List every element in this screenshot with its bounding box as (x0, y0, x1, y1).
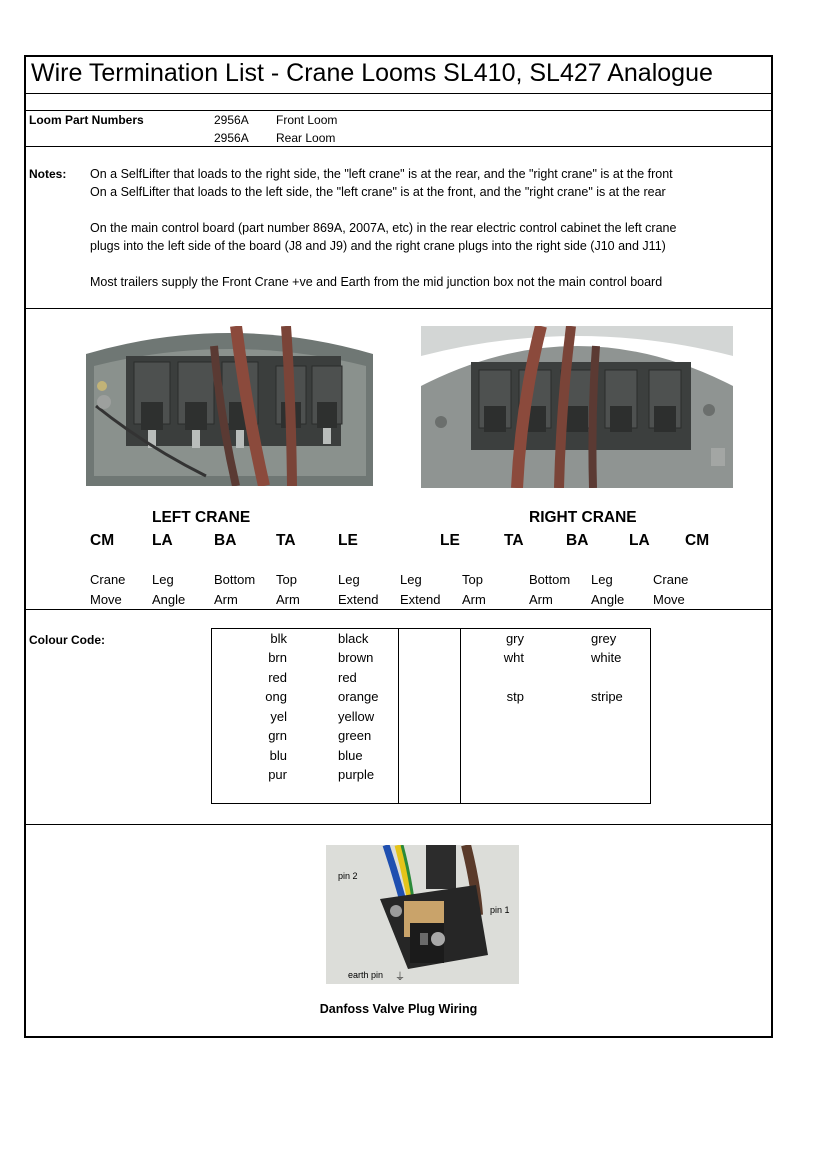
divider (26, 146, 771, 147)
colour-abbr: brn (268, 650, 287, 665)
table-divider (398, 629, 399, 803)
colour-name: green (338, 728, 372, 743)
earth-pin-label: earth pin (348, 970, 384, 980)
table-divider (460, 629, 461, 803)
crane-description: Top Arm (276, 572, 300, 607)
crane-description: Leg Angle (591, 572, 625, 607)
note-line: plugs into the left side of the board (J8 and J9) and the right crane plugs into the right side (J10 and J11) (90, 239, 666, 253)
colour-name: yellow (338, 709, 375, 724)
colour-name: brown (338, 650, 374, 665)
colour-name: red (338, 670, 357, 685)
crane-code: LE (338, 532, 358, 549)
crane-code: CM (685, 532, 710, 549)
crane-code: TA (276, 532, 296, 549)
note-line: On a SelfLifter that loads to the left side, the "left crane" is at the front, and the "right crane" is at the rear (90, 185, 666, 199)
colour-name: purple (338, 767, 375, 782)
colour-name: stripe (591, 689, 623, 704)
left-crane-photo (86, 326, 373, 486)
crane-description: Top Arm (462, 572, 486, 607)
colour-abbr: pur (268, 767, 287, 782)
note-line: Most trailers supply the Front Crane +ve and Earth from the mid junction box not the main control board (90, 275, 663, 289)
crane-code: LA (152, 532, 173, 549)
colour-name: black (338, 631, 369, 646)
colour-abbr: wht (503, 650, 524, 665)
note-line: On the main control board (part number 869A, 2007A, etc) in the rear electric control cabinet the left crane (90, 221, 677, 235)
crane-description: Leg Extend (400, 572, 441, 607)
crane-description: Bottom Arm (214, 572, 256, 607)
document-sheet (24, 55, 773, 1038)
crane-code: LE (440, 532, 460, 549)
divider (26, 93, 771, 94)
divider (26, 308, 771, 309)
colour-name: blue (338, 748, 363, 763)
right-crane-photo (421, 326, 733, 488)
colour-name: orange (338, 689, 379, 704)
colour-abbr: blu (269, 748, 287, 763)
crane-description: Bottom Arm (529, 572, 571, 607)
loom-name: Front Loom (276, 113, 338, 127)
colour-abbr: yel (270, 709, 287, 724)
crane-code: BA (566, 532, 589, 549)
divider (26, 110, 771, 111)
crane-code: TA (504, 532, 524, 549)
notes-label: Notes: (29, 167, 67, 181)
right-crane-heading: RIGHT CRANE (529, 509, 637, 526)
colour-abbr: blk (270, 631, 287, 646)
divider (26, 824, 771, 825)
loom-name: Rear Loom (276, 131, 336, 145)
note-line: On a SelfLifter that loads to the right side, the "left crane" is at the rear, and the "right crane" is at the front (90, 167, 673, 181)
loom-part-number: 2956A (214, 113, 249, 127)
colour-name: grey (591, 631, 617, 646)
loom-label: Loom Part Numbers (29, 113, 144, 127)
earth-icon: ⏚ (395, 972, 405, 983)
crane-description: Leg Extend (338, 572, 379, 607)
crane-code: BA (214, 532, 237, 549)
colour-abbr: stp (506, 689, 524, 704)
colour-code-label: Colour Code: (29, 633, 105, 647)
valve-plug-photo (326, 845, 519, 984)
crane-description: Leg Angle (152, 572, 186, 607)
photo-caption: Danfoss Valve Plug Wiring (319, 1002, 478, 1016)
left-crane-heading: LEFT CRANE (152, 509, 251, 526)
pin-1-label: pin 1 (490, 905, 510, 915)
colour-abbr: red (268, 670, 287, 685)
colour-abbr: grn (268, 728, 287, 743)
page-title: Wire Termination List - Crane Looms SL410, SL427 Analogue (31, 59, 713, 87)
crane-code: CM (90, 532, 115, 549)
crane-code: LA (629, 532, 650, 549)
crane-description: Crane Move (90, 572, 126, 607)
colour-name: white (591, 650, 622, 665)
colour-abbr: ong (265, 689, 287, 704)
crane-description: Crane Move (653, 572, 689, 607)
colour-abbr: gry (505, 631, 524, 646)
pin-2-label: pin 2 (338, 871, 358, 881)
divider (26, 609, 771, 610)
loom-part-number: 2956A (214, 131, 249, 145)
